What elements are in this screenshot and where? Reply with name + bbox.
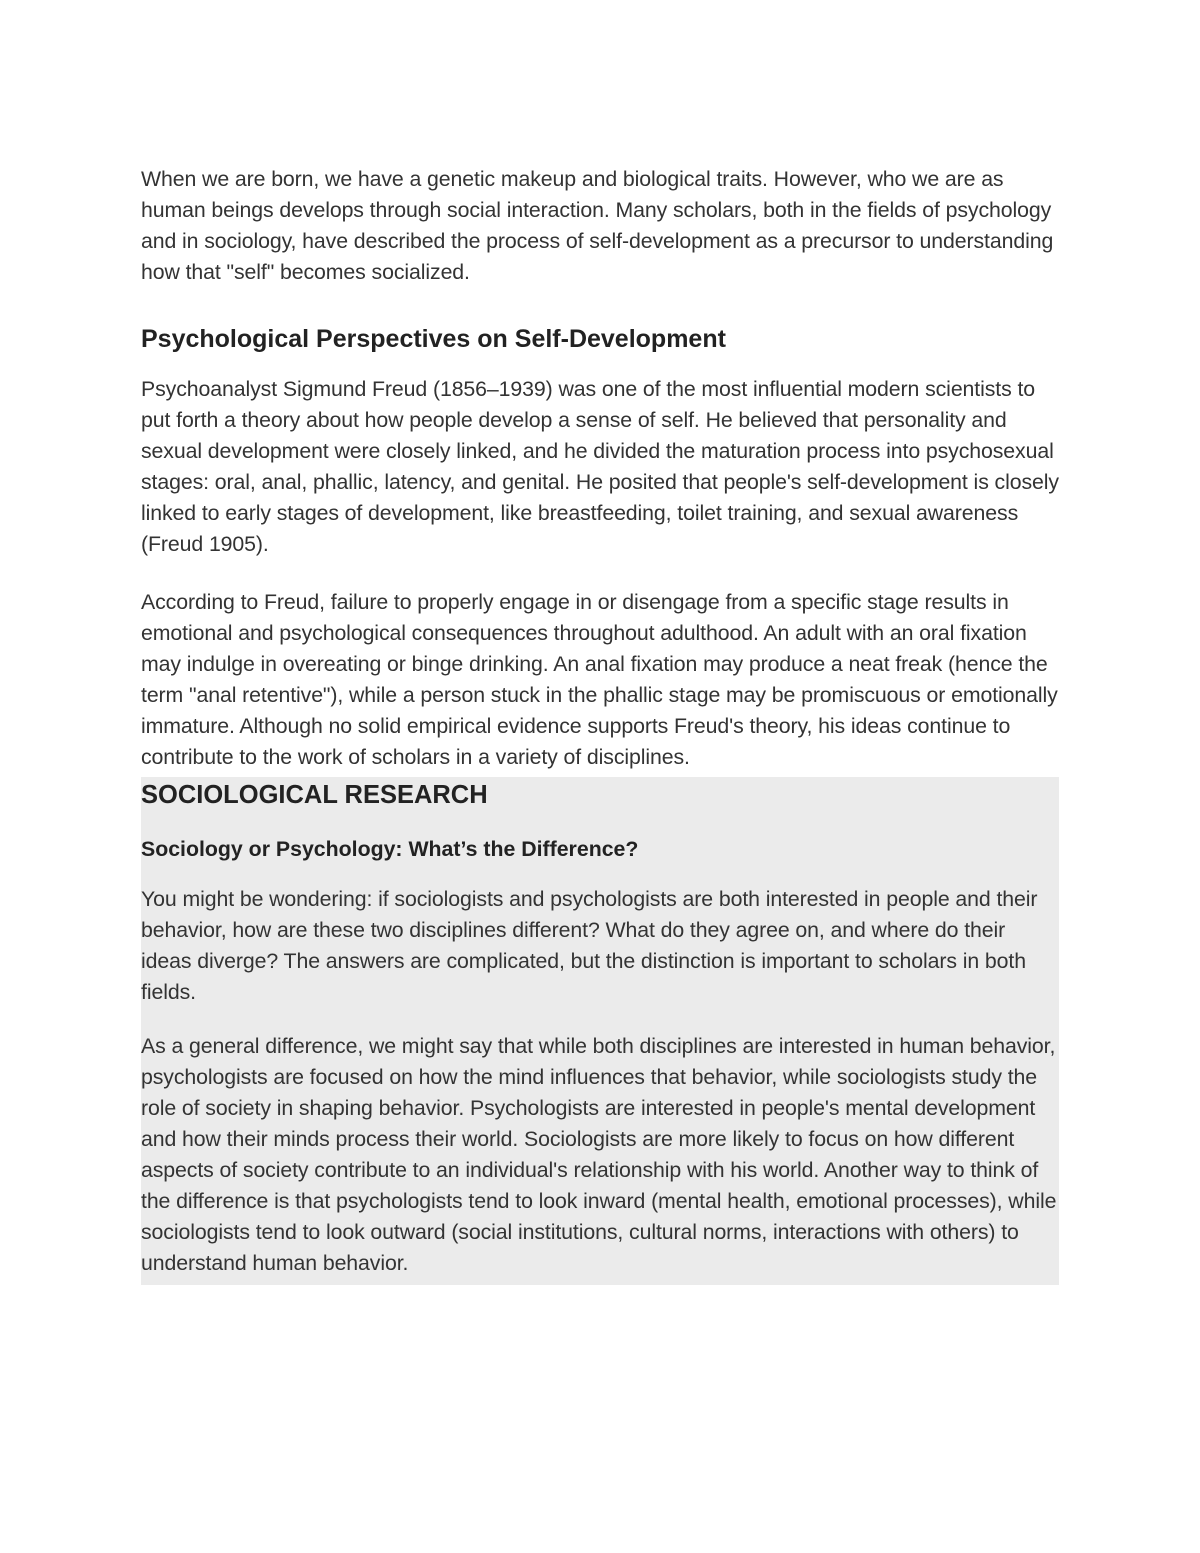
sociological-research-callout: [141, 777, 1059, 1285]
document-page: [141, 164, 1059, 1285]
callout-paragraph-general-difference: As a general difference, we might say that while both disciplines are interested in human behavior, psychologists are focused on how the mind influences that behavior, while sociologists study the role of society in shaping behavior. Psychologists are interested in people's mental development and how their minds process their world. Sociologists are more likely to focus on how different aspects of society contribute to an individual's relationship with his world. Another way to think of the difference is that psychologists tend to look inward (mental health, emotional processes), while sociologists tend to look outward (social institutions, cultural norms, interactions with others) to understand human behavior.: [141, 1034, 1057, 1275]
callout-heading: SOCIOLOGICAL RESEARCH: [141, 781, 488, 809]
intro-paragraph: When we are born, we have a genetic makeup and biological traits. However, who we are as human beings develops through social interaction. Many scholars, both in the fields of psychology and in sociology, have described the process of self-development as a precursor to understanding how that "self" becomes socialized.: [141, 167, 1054, 284]
section-heading-psychological-perspectives: Psychological Perspectives on Self-Development: [141, 325, 726, 353]
callout-subheading: Sociology or Psychology: What’s the Difference?: [141, 837, 639, 861]
callout-paragraph-difference-question: You might be wondering: if sociologists and psychologists are both interested in people and their behavior, how are these two disciplines different? What do they agree on, and where do their ideas diverge? The answers are complicated, but the distinction is important to scholars in both fields.: [141, 887, 1038, 1004]
freud-fixation-paragraph: According to Freud, failure to properly engage in or disengage from a specific stage results in emotional and psychological consequences throughout adulthood. An adult with an oral fixation may indulge in overeating or binge drinking. An anal fixation may produce a neat freak (hence the term "anal retentive"), while a person stuck in the phallic stage may be promiscuous or emotionally immature. Although no solid empirical evidence supports Freud's theory, his ideas continue to contribute to the work of scholars in a variety of disciplines.: [141, 590, 1058, 769]
freud-theory-paragraph: Psychoanalyst Sigmund Freud (1856–1939) was one of the most influential modern scientists to put forth a theory about how people develop a sense of self. He believed that personality and sexual development were closely linked, and he divided the maturation process into psychosexual stages: oral, anal, phallic, latency, and genital. He posited that people's self-development is closely linked to early stages of development, like breastfeeding, toilet training, and sexual awareness (Freud 1905).: [141, 377, 1059, 556]
